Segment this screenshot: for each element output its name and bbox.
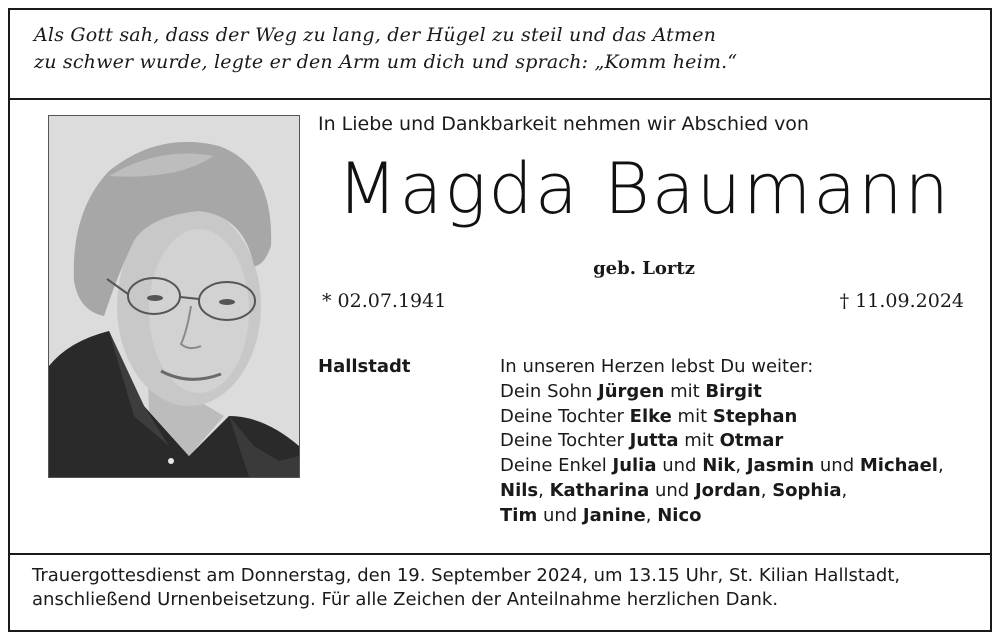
family-text: und bbox=[656, 455, 703, 477]
family-line-3 bbox=[500, 405, 944, 430]
family-text: und bbox=[814, 455, 860, 477]
family-text: , bbox=[760, 479, 773, 501]
family-member-name: Tim bbox=[500, 504, 538, 526]
place-name: Hallstadt bbox=[318, 356, 411, 377]
birth-date: * 02.07.1941 bbox=[322, 290, 447, 312]
family-text: mit bbox=[671, 405, 713, 427]
maiden-name: geb. Lortz bbox=[593, 258, 695, 279]
family-text: , bbox=[645, 504, 658, 526]
service-notice-line-2: anschließend Urnenbeisetzung. Für alle Zeichen der Anteilnahme herzlichen Dank. bbox=[32, 589, 779, 610]
family-member-name: Julia bbox=[612, 455, 657, 477]
motto-line-2: zu schwer wurde, legte er den Arm um dich und sprach: „Komm heim.“ bbox=[34, 51, 738, 73]
motto-quote bbox=[34, 22, 737, 76]
family-text: und bbox=[649, 479, 695, 501]
family-member-name: Jürgen bbox=[598, 380, 665, 402]
portrait-photo bbox=[48, 115, 300, 478]
family-text: , bbox=[937, 455, 944, 477]
deceased-name: Magda Baumann bbox=[337, 148, 951, 230]
family-line-7 bbox=[500, 504, 944, 529]
family-member-name: Jutta bbox=[629, 430, 679, 452]
family-member-name: Michael bbox=[859, 455, 938, 477]
family-member-name: Jordan bbox=[694, 479, 761, 501]
family-member-name: Jasmin bbox=[746, 455, 815, 477]
family-line-5 bbox=[500, 454, 944, 479]
family-member-name: Otmar bbox=[719, 430, 784, 452]
family-list bbox=[500, 355, 944, 529]
family-text: , bbox=[538, 479, 550, 501]
family-text: , bbox=[841, 479, 848, 501]
family-member-name: Sophia bbox=[772, 479, 842, 501]
family-text: mit bbox=[678, 430, 720, 452]
top-divider bbox=[10, 98, 990, 100]
family-text: Deine Tochter bbox=[500, 405, 630, 427]
service-notice-line-1: Trauergottesdienst am Donnerstag, den 19. September 2024, um 13.15 Uhr, St. Kilian Hallstadt, bbox=[32, 565, 901, 586]
family-member-name: Nico bbox=[657, 504, 702, 526]
family-member-name: Elke bbox=[629, 405, 672, 427]
family-text: mit bbox=[664, 380, 706, 402]
family-member-name: Nik bbox=[702, 455, 736, 477]
family-text: , bbox=[735, 455, 747, 477]
family-text: Dein Sohn bbox=[500, 380, 599, 402]
service-notice bbox=[32, 564, 900, 612]
family-line-4 bbox=[500, 429, 944, 454]
family-member-name: Janine bbox=[582, 504, 646, 526]
bottom-divider bbox=[10, 553, 990, 555]
family-member-name: Nils bbox=[500, 479, 539, 501]
death-date: † 11.09.2024 bbox=[839, 290, 964, 312]
motto-line-1: Als Gott sah, dass der Weg zu lang, der Hügel zu steil und das Atmen bbox=[34, 24, 717, 46]
family-text: Deine Enkel bbox=[500, 455, 613, 477]
family-text: und bbox=[537, 504, 583, 526]
family-text: Deine Tochter bbox=[500, 430, 630, 452]
family-line-6 bbox=[500, 479, 944, 504]
family-member-name: Katharina bbox=[549, 479, 650, 501]
family-line-2 bbox=[500, 380, 944, 405]
family-line-1: In unseren Herzen lebst Du weiter: bbox=[500, 356, 814, 377]
family-member-name: Birgit bbox=[705, 380, 762, 402]
family-member-name: Stephan bbox=[712, 405, 798, 427]
intro-text: In Liebe und Dankbarkeit nehmen wir Abschied von bbox=[318, 113, 809, 135]
